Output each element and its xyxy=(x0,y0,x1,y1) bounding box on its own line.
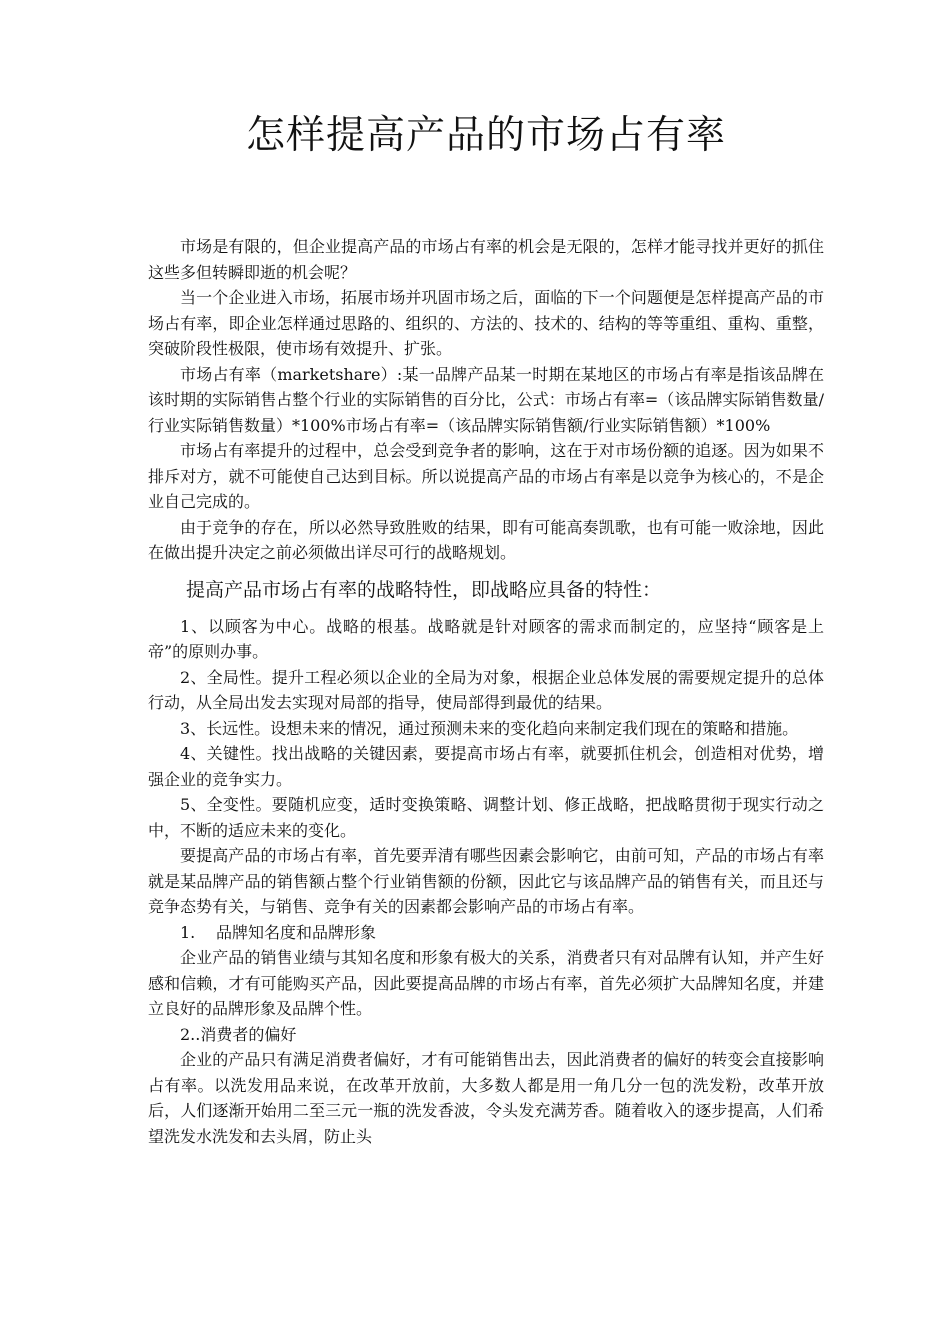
document-page xyxy=(148,100,824,1149)
characteristic-item-2: 2、全局性。提升工程必须以企业的全局为对象，根据企业总体发展的需要规定提升的总体行动，从全局出发去实现对局部的指导，使局部得到最优的结果。 xyxy=(148,667,824,712)
intro-paragraph-1: 市场是有限的，但企业提高产品的市场占有率的机会是无限的，怎样才能寻找并更好的抓住这些多但转瞬即逝的机会呢？ xyxy=(148,237,824,282)
intro-paragraph-5: 由于竞争的存在，所以必然导致胜败的结果，即有可能高奏凯歌，也有可能一败涂地，因此在做出提升决定之前必须做出详尽可行的战略规划。 xyxy=(148,517,824,562)
document-title: 怎样提高产品的市场占有率 xyxy=(245,113,726,158)
section-subheading: 提高产品市场占有率的战略特性，即战略应具备的特性： xyxy=(186,578,662,601)
factor-1-number: 1. xyxy=(180,922,196,942)
characteristic-item-4: 4、关键性。找出战略的关键因素，要提高市场占有率，就要抓住机会，创造相对优势，增强企业的竞争实力。 xyxy=(148,744,824,789)
factor-2-heading: 2..消费者的偏好 xyxy=(180,1024,297,1044)
characteristic-item-5: 5、全变性。要随机应变，适时变换策略、调整计划、修正战略，把战略贯彻于现实行动之中，不断的适应未来的变化。 xyxy=(148,795,824,840)
characteristic-item-3: 3、长远性。设想未来的情况，通过预测未来的变化趋向来制定我们现在的策略和措施。 xyxy=(180,718,799,738)
factor-1-title: 品牌知名度和品牌形象 xyxy=(216,922,377,942)
intro-paragraph-2: 当一个企业进入市场，拓展市场并巩固市场之后，面临的下一个问题便是怎样提高产品的市场占有率，即企业怎样通过思路的、组织的、方法的、技术的、结构的等等重组、重构、重整，突破阶段性极限，使市场有效提升、扩张。 xyxy=(148,288,824,358)
intro-paragraph-4: 市场占有率提升的过程中，总会受到竞争者的影响，这在于对市场份额的追逐。因为如果不排斥对方，就不可能使自己达到目标。所以说提高产品的市场占有率是以竞争为核心的，不是企业自己完成的。 xyxy=(148,441,824,511)
factor-2-body: 企业的产品只有满足消费者偏好，才有可能销售出去，因此消费者的偏好的转变会直接影响占有率。以洗发用品来说，在改革开放前，大多数人都是用一角几分一包的洗发粉，改革开放后，人们逐渐开始用二至三元一瓶的洗发香波，令头发充满芳香。随着收入的逐步提高，人们希望洗发水洗发和去头屑，防止头 xyxy=(148,1050,824,1146)
factor-1-heading xyxy=(148,920,824,946)
characteristic-item-1: 1、以顾客为中心。战略的根基。战略就是针对顾客的需求而制定的，应坚持“顾客是上帝”的原则办事。 xyxy=(148,616,824,661)
factors-intro-paragraph: 要提高产品的市场占有率，首先要弄清有哪些因素会影响它，由前可知，产品的市场占有率就是某品牌产品的销售额占整个行业销售额的份额，因此它与该品牌产品的销售有关，而且还与竞争态势有关，与销售、竞争有关的因素都会影响产品的市场占有率。 xyxy=(148,846,824,916)
intro-paragraph-3: 市场占有率（marketshare）:某一品牌产品某一时期在某地区的市场占有率是指该品牌在该时期的实际销售占整个行业的实际销售的百分比，公式：市场占有率=（该品牌实际销售数量/行业实际销售数量）*100%市场占有率=（该品牌实际销售额/行业实际销售额）*100% xyxy=(148,364,824,435)
factor-1-body: 企业产品的销售业绩与其知名度和形象有极大的关系，消费者只有对品牌有认知，并产生好感和信赖，才有可能购买产品，因此要提高品牌的市场占有率，首先必须扩大品牌知名度，并建立良好的品牌形象及品牌个性。 xyxy=(148,948,824,1018)
